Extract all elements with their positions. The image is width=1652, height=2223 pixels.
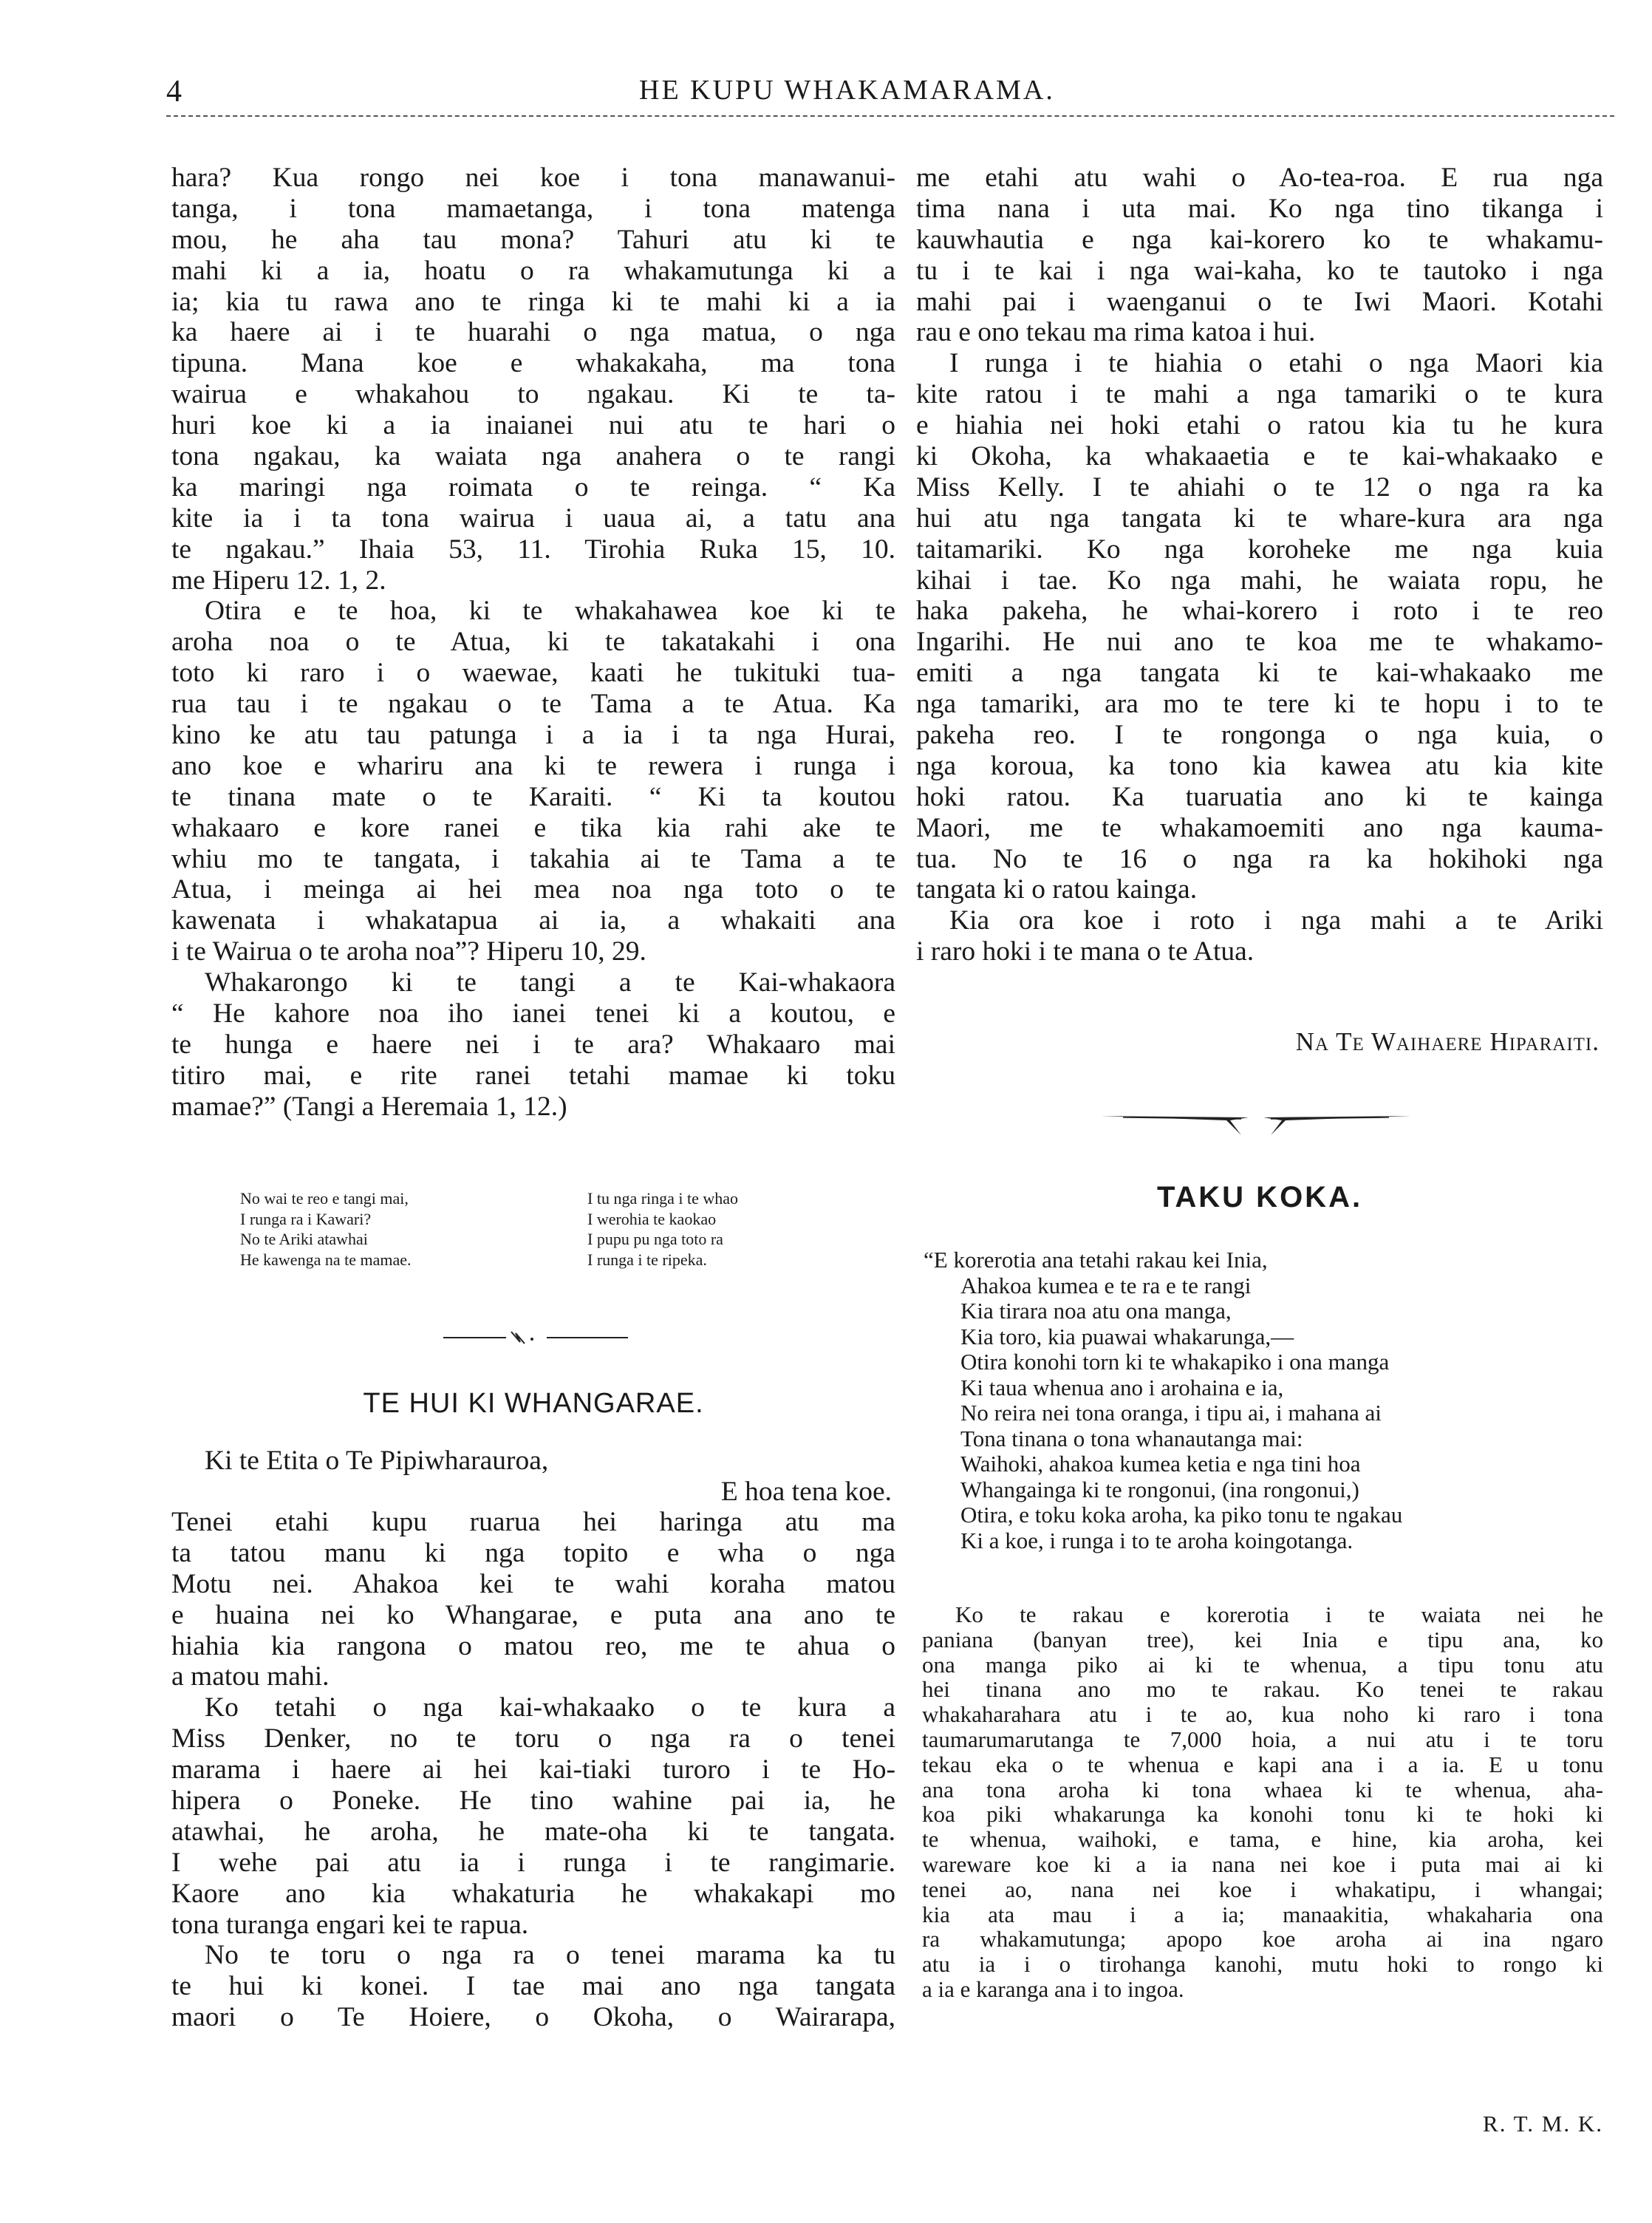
verse-line: I pupu pu nga toto ra [587, 1230, 723, 1248]
poem-line: Waihoki, ahakoa kumea ketia e nga tini hoa [960, 1451, 1361, 1477]
left-column-text [171, 163, 895, 1123]
poem-line: Whangainga ki te rongonui, (ina rongonui,) [960, 1476, 1359, 1502]
te-hui-line: e huaina nei ko Whangarae, e puta ana ano te [171, 1599, 895, 1630]
left-text-line: hara? Kua rongo nei koe i tona manawanui- [171, 163, 895, 193]
prose-line: paniana (banyan tree), kei Inia e tipu ana, ko [922, 1626, 1603, 1652]
prose-line: ana tona aroha ki tona whaea ki te whenua, aha- [922, 1776, 1603, 1802]
right-text-line: I runga i te hiahia o etahi o nga Maori kia [949, 348, 1603, 379]
prose-line: taumarumarutanga te 7,000 hoia, a nui atu i te toru [922, 1726, 1603, 1752]
left-text-line: kino ke atu tau patunga i a ia i ta nga Hurai, [171, 720, 895, 751]
left-text-line: kawenata i whakatapua ai ia, a whakaiti ana [171, 905, 895, 936]
right-text-line: nga tamariki, ara mo te tere ki te hopu i to te [916, 689, 1603, 720]
left-text-line: tanga, i tona mamaetanga, i tona matenga [171, 193, 895, 224]
te-hui-line: maori o Te Hoiere, o Okoha, o Wairarapa, [171, 2002, 895, 2033]
prose-line: tenei ao, nana nei koe i whakatipu, i whangai; [922, 1876, 1603, 1902]
poem-line: Otira, e toku koka aroha, ka piko tonu te ngakau [960, 1502, 1403, 1528]
section-heading-taku-koka: TAKU KOKA. [1156, 1181, 1363, 1213]
left-text-line: te tinana mate o te Karaiti. “ Ki ta koutou [171, 781, 895, 812]
left-text-line: aroha noa o te Atua, ki te takatakahi i ona [171, 627, 895, 658]
left-text-line: ia; kia tu rawa ano te ringa ki te mahi ki a ia [171, 286, 895, 317]
right-text-line: Miss Kelly. I te ahiahi o te 12 o nga ra ka [916, 472, 1603, 503]
te-hui-line: atawhai, he aroha, he mate-oha ki te tangata. [171, 1816, 895, 1847]
verse-line: I werohia te kaokao [587, 1209, 717, 1228]
greeting: E hoa tena koe. [720, 1477, 892, 1507]
te-hui-line: te hui ki konei. I tae mai ano nga tangata [171, 1971, 895, 2002]
running-head [166, 74, 1614, 118]
te-hui-line: ta tatou manu ki nga topito e wha o nga [171, 1537, 895, 1568]
left-text-line: titiro mai, e rite ranei tetahi mamae ki toku [171, 1060, 895, 1091]
left-text-line: toto ki raro i o waewae, kaati he tukituki tua- [171, 658, 895, 689]
left-text-line: Atua, i meinga ai hei mea noa nga toto o te [171, 874, 895, 905]
prose-line: a ia e karanga ana i to ingoa. [922, 1975, 1184, 2002]
te-hui-line: I wehe pai atu ia i runga i te rangimarie. [171, 1847, 895, 1878]
left-text-line: mamae?” (Tangi a Heremaia 1, 12.) [171, 1091, 567, 1122]
right-text-line: kauwhautia e nga kai-korero ko te whakamu- [916, 224, 1603, 255]
right-text-line: hoki ratou. Ka tuaruatia ano ki te kainga [916, 781, 1603, 812]
left-text-line: kite ia i ta tona wairua i uaua ai, a tatu ana [171, 503, 895, 534]
prose-line: wareware koe ki a ia nana nei koe i puta mai ai ki [922, 1851, 1603, 1877]
right-text-line: tu i te kai i nga wai-kaha, ko te tautoko i nga [916, 255, 1603, 286]
right-text-line: emiti a nga tangata ki te kai-whakaako me [916, 658, 1603, 689]
left-text-line: mou, he aha tau mona? Tahuri atu ki te [171, 224, 895, 255]
right-text-line: kihai i tae. Ko nga mahi, he waiata ropu, he [916, 565, 1603, 596]
page-number: 4 [166, 75, 182, 109]
right-text-line: pakeha reo. I te rongonga o nga kuia, o [916, 720, 1603, 751]
prose-line: hei tinana ano mo te rakau. Ko tenei te rakau [922, 1676, 1603, 1703]
right-text-line: haka pakeha, he whai-korero i roto i te reo [916, 596, 1603, 627]
right-text-line: e hiahia nei hoki etahi o ratou kia tu he kura [916, 410, 1603, 441]
verse-line: He kawenga na te mamae. [240, 1250, 412, 1269]
te-hui-paragraphs [171, 1507, 895, 2033]
poem-line: Kia tirara noa atu ona manga, [960, 1298, 1232, 1324]
left-text-line: Otira e te hoa, ki te whakahawea koe ki te [205, 596, 895, 627]
right-text-line: Maori, me te whakamoemiti ano nga kauma- [916, 812, 1603, 843]
right-text-line: nga koroua, ka tono kia kawea atu kia kite [916, 750, 1603, 781]
ornament-divider-small [443, 1327, 628, 1349]
left-text-line: whakaaro e kore ranei e tika kia rahi ake te [171, 812, 895, 843]
right-text-line: i raro hoki i te mana o te Atua. [916, 936, 1255, 967]
poem-line: Tona tinana o tona whanautanga mai: [960, 1425, 1303, 1451]
left-text-line: ka maringi nga roimata o te reinga. “ Ka [171, 472, 895, 503]
left-text-line: te ngakau.” Ihaia 53, 11. Tirohia Ruka 15, 10. [171, 534, 895, 565]
left-text-line: me Hiperu 12. 1, 2. [171, 565, 386, 596]
te-hui-line: No te toru o nga ra o tenei marama ka tu [205, 1940, 895, 1971]
signature-rtmk: R. T. M. K. [1483, 2111, 1603, 2137]
header-rule [166, 115, 1614, 117]
right-text-line: Ingarihi. He nui ano te koa me te whakamo- [916, 627, 1603, 658]
left-text-line: te hunga e haere nei i te ara? Whakaaro mai [171, 1029, 895, 1060]
prose-line: ra whakamutunga; apopo koe aroha ai ina ngaro [922, 1926, 1603, 1953]
prose-line: whakaharahara atu i te ao, kua noho ki raro i tona [922, 1701, 1603, 1728]
poem-line: No reira nei tona oranga, i tipu ai, i mahana ai [960, 1400, 1382, 1426]
prose-line: koa piki whakarunga ka konohi tonu ki te hoki ki [922, 1801, 1603, 1828]
verse-line: I tu nga ringa i te whao [587, 1189, 739, 1208]
verse-line: I runga i te ripeka. [587, 1250, 707, 1269]
left-text-line: ka haere ai i te huarahi o nga matua, o nga [171, 317, 895, 348]
left-text-line: huri koe ki a ia inaianei nui atu te hari o [171, 410, 895, 441]
right-text-line: me etahi atu wahi o Ao-tea-roa. E rua nga [916, 163, 1603, 193]
te-hui-line: a matou mahi. [171, 1661, 330, 1692]
right-text-line: ki Okoha, ka whakaaetia e te kai-whakaako e [916, 441, 1603, 472]
section-heading-te-hui: TE HUI KI WHANGARAE. [363, 1388, 704, 1419]
left-text-line: i te Wairua o te aroha noa”? Hiperu 10, 29. [171, 936, 646, 967]
prose-line: tekau eka o te whenua e kapi ana i a ia. E u tonu [922, 1751, 1603, 1777]
poem-line: Ki taua whenua ano i arohaina e ia, [960, 1374, 1284, 1400]
prose-line: Ko te rakau e korerotia i te waiata nei he [955, 1601, 1603, 1627]
poem-line: Otira konohi torn ki te whakapiko i ona manga [960, 1349, 1390, 1375]
prose-line: kia ata mau i a ia; manaakitia, whakaharia ona [922, 1901, 1603, 1927]
left-text-line: tona ngakau, ka waiata nga anahera o te rangi [171, 441, 895, 472]
left-text-line: rua tau i te ngakau o te Tama a te Atua. Ka [171, 689, 895, 720]
right-text-line: Kia ora koe i roto i nga mahi a te Ariki [949, 905, 1603, 936]
right-text-line: taitamariki. Ko nga koroheke me nga kuia [916, 534, 1603, 565]
right-text-line: mahi pai i waenganui o te Iwi Maori. Kotahi [916, 286, 1603, 317]
left-text-line: whiu mo te tangata, i takahia ai te Tama a te [171, 843, 895, 874]
te-hui-line: marama i haere ai hei kai-tiaki turoro i te Ho- [171, 1754, 895, 1785]
te-hui-line: tona turanga engari kei te rapua. [171, 1909, 529, 1940]
right-text-line: tangata ki o ratou kainga. [916, 874, 1198, 905]
te-hui-line: hiahia kia rangona o matou reo, me te ahua o [171, 1630, 895, 1661]
poem-line: “E korerotia ana tetahi rakau kei Inia, [924, 1247, 1268, 1273]
right-text-line: tua. No te 16 o nga ra ka hokihoki nga [916, 843, 1603, 874]
ornament-divider-large [1101, 1109, 1411, 1138]
poem-taku-koka [924, 1247, 1603, 1553]
left-text-line: “ He kahore noa iho ianei tenei ki a koutou, e [171, 998, 895, 1029]
prose-line: ona manga piko ai ki te whenua, a tipu tonu atu [922, 1651, 1603, 1678]
right-text-line: tima nana i uta mai. Ko nga tino tikanga i [916, 193, 1603, 224]
salutation: Ki te Etita o Te Pipiwharauroa, [205, 1446, 549, 1476]
verse-left [240, 1188, 558, 1270]
running-title: HE KUPU WHAKAMARAMA. [639, 75, 1055, 106]
verse-right [587, 1188, 883, 1270]
te-hui-line: Ko tetahi o nga kai-whakaako o te kura a [205, 1692, 895, 1723]
te-hui-line: Motu nei. Ahakoa kei te wahi koraha matou [171, 1568, 895, 1599]
poem-line: Ki a koe, i runga i to te aroha koingotanga. [960, 1527, 1354, 1553]
verse-line: I runga ra i Kawari? [240, 1209, 372, 1228]
signature-waihaere: Na Te Waihaere Hiparaiti. [1295, 1027, 1600, 1056]
poem-line: Ahakoa kumea e te ra e te rangi [960, 1272, 1252, 1298]
te-hui-line: Tenei etahi kupu ruarua hei haringa atu ma [171, 1507, 895, 1537]
right-text-line: rau e ono tekau ma rima katoa i hui. [916, 317, 1316, 348]
left-text-line: ano koe e whariru ana ki te rewera i runga i [171, 750, 895, 781]
prose-line: atu ia i o tirohanga kanohi, mutu hoki to rongo ki [922, 1951, 1603, 1978]
prose-line: te whenua, waihoki, e tama, e hine, kia aroha, kei [922, 1826, 1603, 1853]
left-text-line: mahi ki a ia, hoatu o ra whakamutunga ki a [171, 255, 895, 286]
poem-line: Kia toro, kia puawai whakarunga,— [960, 1323, 1294, 1349]
left-text-line: wairua e whakahou to ngakau. Ki te ta- [171, 379, 895, 410]
right-column-text [916, 163, 1603, 967]
te-hui-line: Kaore ano kia whakaturia he whakakapi mo [171, 1878, 895, 1909]
te-hui-line: Miss Denker, no te toru o nga ra o tenei [171, 1723, 895, 1754]
right-text-line: kite ratou i te mahi a nga tamariki o te kura [916, 379, 1603, 410]
verse-line: No wai te reo e tangi mai, [240, 1189, 409, 1208]
taku-koka-prose [922, 1602, 1603, 2002]
left-text-line: Whakarongo ki te tangi a te Kai-whakaora [205, 967, 895, 998]
te-hui-line: hipera o Poneke. He tino wahine pai ia, he [171, 1785, 895, 1817]
verse-line: No te Ariki atawhai [240, 1230, 368, 1248]
right-text-line: hui atu nga tangata ki te whare-kura ara nga [916, 503, 1603, 534]
left-text-line: tipuna. Mana koe e whakakaha, ma tona [171, 348, 895, 379]
